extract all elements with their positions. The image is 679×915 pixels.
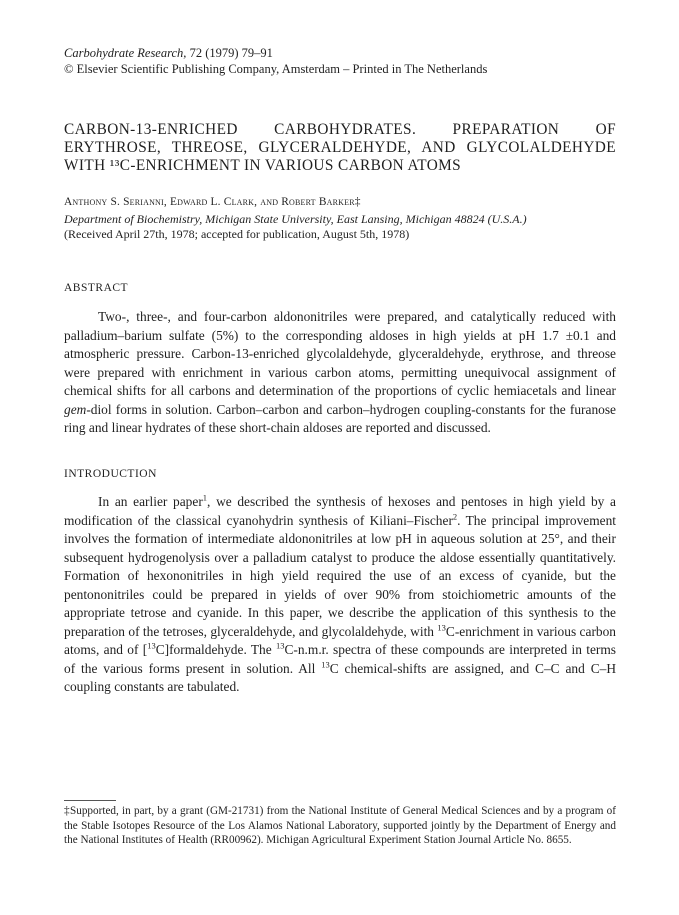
intro-text-6: C-n.m.r. spectra of these compounds are interpreted in terms of the various forms present in solution. All [64, 642, 616, 676]
footnote: ‡Supported, in part, by a grant (GM-21731) from the National Institute of General Medical Sciences and by a program of the Stable Isotopes Resource of the Los Alamos National Laboratory, supported jointly by the Department of Energy and the National Institutes of Health (RR00962). Michigan Agricultural Experiment Station Journal Article No. 8655. [64, 805, 616, 846]
citation: 72 (1979) 79–91 [186, 46, 273, 60]
reference-2: 2 [452, 511, 458, 522]
author-list: Anthony S. Serianni, Edward L. Clark, and Robert Barker‡ [64, 196, 361, 208]
introduction-paragraph [64, 493, 616, 697]
abstract-body [64, 308, 616, 438]
introduction-body [64, 493, 616, 697]
isotope-sup-4: 13 [321, 659, 330, 670]
journal-name: Carbohydrate Research, [64, 46, 187, 60]
isotope-sup-3: 13 [275, 640, 285, 651]
abstract-text-2: -diol forms in solution. Carbon–carbon and carbon–hydrogen coupling-constants for the furanose ring and linear hydrates of these short-chain aldoses are reported and discussed. [64, 401, 616, 435]
intro-text-7: C chemical-shifts are assigned, and C–C and C–H coupling constants are tabulated. [64, 660, 617, 694]
article-title: CARBON-13-ENRICHED CARBOHYDRATES. PREPARATION OF ERYTHROSE, THREOSE, GLYCERALDEHYDE, AND GLYCOLALDEHYDE WITH ¹³C-ENRICHMENT IN VARIOUS CARBON ATOMS [64, 121, 616, 174]
abstract-gem-italic: gem [64, 401, 87, 417]
abstract-heading: ABSTRACT [64, 282, 129, 294]
intro-text-3: . The principal improvement involves the formation of intermediate aldononitriles at low pH in aqueous solution at 25°, and their subsequent hydrogenolysis over a palladium catalyst to produce the aldose essentially quantitatively. Formation of hexononitriles in high yield required the use of an excess of cyanide, but the pentononitriles could be prepared in yields of over 90% from stoichiometric amounts of the appropriate tetrose and cyanide. In this paper, we describe the application of this synthesis to the preparation of the tetroses, glyceraldehyde, and glycolaldehyde, with [64, 512, 616, 639]
isotope-sup-1: 13 [437, 622, 446, 633]
copyright-line: © Elsevier Scientific Publishing Company, Amsterdam – Printed in The Netherlands [64, 62, 488, 76]
journal-header [64, 45, 487, 77]
isotope-sup-2: 13 [147, 640, 156, 651]
footnote-divider [64, 800, 116, 801]
reference-1: 1 [202, 492, 208, 503]
affiliation: Department of Biochemistry, Michigan State University, East Lansing, Michigan 48824 (U.S.A.) [64, 212, 527, 226]
intro-text-2: , we described the synthesis of hexoses and pentoses in high yield by a modification of the classical cyanohydrin synthesis of Kiliani–Fischer [64, 494, 616, 528]
intro-text-1: In an earlier paper [98, 494, 203, 509]
received-dates: (Received April 27th, 1978; accepted for publication, August 5th, 1978) [64, 227, 410, 241]
abstract-paragraph [64, 308, 616, 438]
abstract-text-1: Two-, three-, and four-carbon aldononitriles were prepared, and catalytically reduced with palladium–barium sulfate (5%) to the corresponding aldoses in high yields at pH 1.7 ±0.1 and atmospheric pressure. Carbon-13-enriched glycolaldehyde, glyceraldehyde, erythrose, and threose were prepared with enrichment in various carbon atoms, permitting unequivocal assignment of chemical shifts for all carbons and determination of the proportions of cyclic hemiacetals and linear [64, 309, 616, 398]
intro-text-4: C-enrichment in various carbon atoms, and of [ [64, 623, 616, 657]
citation-line [64, 45, 487, 61]
introduction-heading: INTRODUCTION [64, 468, 157, 480]
intro-text-5: C]formaldehyde. The [155, 642, 276, 657]
